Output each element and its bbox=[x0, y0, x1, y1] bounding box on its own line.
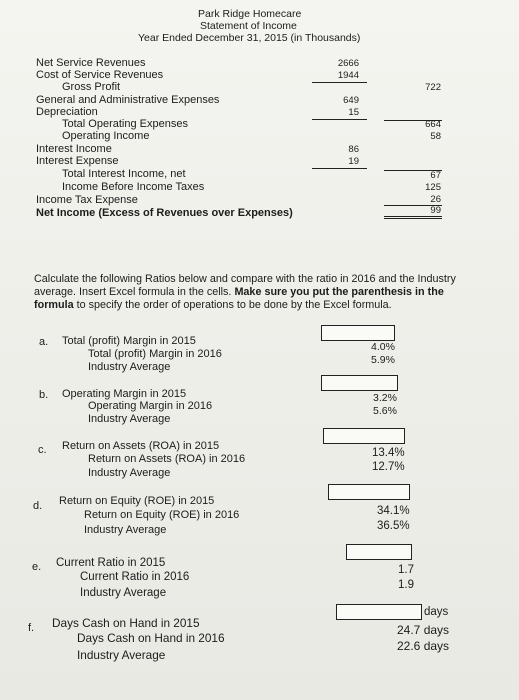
value-income-before-taxes: 125 bbox=[425, 182, 441, 193]
ratio-f-industry-label: Industry Average bbox=[77, 648, 166, 662]
ratio-f-unit: days bbox=[424, 606, 449, 618]
label-net-income: Net Income (Excess of Revenues over Expenses) bbox=[36, 207, 293, 219]
ratio-b-value-2016: 3.2% bbox=[373, 392, 397, 404]
value-income-tax-expense: 26 bbox=[430, 194, 441, 205]
ratio-b-letter: b. bbox=[39, 389, 49, 401]
rule-net-income-double-2 bbox=[384, 218, 442, 219]
label-depreciation: Depreciation bbox=[36, 106, 98, 118]
ratio-f-industry-value: 22.6 days bbox=[397, 639, 450, 653]
label-total-operating-expenses: Total Operating Expenses bbox=[62, 118, 188, 130]
ratio-e-letter: e. bbox=[32, 561, 42, 573]
value-total-interest-income: 67 bbox=[430, 170, 441, 181]
label-income-before-taxes: Income Before Income Taxes bbox=[62, 181, 205, 193]
instructions-line-2 bbox=[34, 286, 444, 299]
ratio-c-letter: c. bbox=[38, 444, 47, 456]
ratio-c-label-2015: Return on Assets (ROA) in 2015 bbox=[62, 440, 220, 452]
ratio-d-letter: d. bbox=[33, 500, 43, 512]
label-income-tax-expense: Income Tax Expense bbox=[36, 194, 138, 206]
value-cost-of-service-revenues: 1944 bbox=[337, 70, 359, 81]
ratio-d-label-2016: Return on Equity (ROE) in 2016 bbox=[84, 509, 240, 521]
label-cost-of-service-revenues: Cost of Service Revenues bbox=[36, 69, 164, 81]
ratio-b-industry-value: 5.6% bbox=[373, 405, 397, 417]
instructions-line-2-bold: Make sure you put the parenthesis in the bbox=[234, 286, 444, 298]
ratio-a-label-2015: Total (profit) Margin in 2015 bbox=[62, 335, 196, 347]
value-operating-income: 58 bbox=[430, 131, 441, 142]
instructions-line-2-text: average. Insert Excel formula in the cells. bbox=[34, 286, 232, 298]
statement-period: Year Ended December 31, 2015 (in Thousands) bbox=[138, 32, 361, 44]
value-ga-expenses: 649 bbox=[343, 95, 359, 106]
ratio-b-industry-label: Industry Average bbox=[88, 413, 171, 425]
label-operating-income: Operating Income bbox=[62, 130, 150, 142]
label-gross-profit: Gross Profit bbox=[62, 81, 121, 93]
ratio-d-label-2015: Return on Equity (ROE) in 2015 bbox=[59, 495, 215, 507]
ratio-d-formula-cell[interactable] bbox=[328, 484, 410, 500]
value-interest-income: 86 bbox=[348, 144, 359, 155]
ratio-b-label-2015: Operating Margin in 2015 bbox=[62, 388, 187, 400]
rule-depreciation bbox=[312, 119, 367, 120]
value-net-service-revenues: 2666 bbox=[337, 58, 359, 69]
company-name: Park Ridge Homecare bbox=[198, 8, 302, 20]
ratio-a-letter: a. bbox=[39, 336, 49, 348]
label-interest-expense: Interest Expense bbox=[36, 155, 119, 167]
ratio-f-label-2015: Days Cash on Hand in 2015 bbox=[52, 616, 200, 630]
statement-title: Statement of Income bbox=[200, 20, 297, 32]
instructions-line-3-text: to specify the order of operations to be done by the Excel formula. bbox=[76, 299, 392, 311]
ratio-a-industry-value: 5.9% bbox=[371, 354, 395, 366]
ratio-c-industry-value: 12.7% bbox=[372, 461, 405, 473]
label-interest-income: Interest Income bbox=[36, 143, 112, 155]
instructions-line-3 bbox=[34, 299, 392, 312]
ratio-a-formula-cell[interactable] bbox=[321, 325, 395, 341]
ratio-e-formula-cell[interactable] bbox=[346, 544, 412, 560]
instructions-line-3-bold: formula bbox=[34, 299, 74, 311]
ratio-f-formula-cell[interactable] bbox=[336, 604, 422, 620]
rule-interest-expense bbox=[312, 168, 367, 169]
label-ga-expenses: General and Administrative Expenses bbox=[36, 94, 220, 106]
ratio-c-label-2016: Return on Assets (ROA) in 2016 bbox=[88, 453, 246, 465]
ratio-e-industry-value: 1.9 bbox=[398, 579, 414, 591]
ratio-c-value-2016: 13.4% bbox=[372, 447, 405, 459]
value-net-income: 99 bbox=[430, 205, 441, 216]
ratio-e-value-2016: 1.7 bbox=[398, 564, 414, 576]
ratio-f-value-2016: 24.7 days bbox=[397, 623, 450, 637]
value-total-operating-expenses: 664 bbox=[425, 119, 441, 130]
instructions-line-1: Calculate the following Ratios below and compare with the ratio in 2016 and the Industry bbox=[34, 273, 456, 285]
ratio-a-industry-label: Industry Average bbox=[88, 361, 171, 373]
ratio-e-label-2015: Current Ratio in 2015 bbox=[56, 557, 166, 569]
ratio-b-formula-cell[interactable] bbox=[321, 375, 398, 391]
value-depreciation: 15 bbox=[348, 107, 359, 118]
ratio-d-industry-value: 36.5% bbox=[377, 520, 410, 532]
label-total-interest-income: Total Interest Income, net bbox=[62, 168, 186, 180]
label-net-service-revenues: Net Service Revenues bbox=[36, 57, 146, 69]
ratio-d-industry-label: Industry Average bbox=[84, 524, 167, 536]
ratio-b-label-2016: Operating Margin in 2016 bbox=[88, 400, 213, 412]
ratio-c-formula-cell[interactable] bbox=[323, 428, 405, 444]
ratio-a-label-2016: Total (profit) Margin in 2016 bbox=[88, 348, 222, 360]
ratio-e-label-2016: Current Ratio in 2016 bbox=[80, 571, 190, 583]
rule-cost-of-service bbox=[312, 82, 367, 83]
ratio-e-industry-label: Industry Average bbox=[80, 587, 167, 599]
ratio-a-value-2016: 4.0% bbox=[371, 341, 395, 353]
ratio-f-label-2016: Days Cash on Hand in 2016 bbox=[77, 631, 225, 645]
rule-net-income-double-1 bbox=[384, 216, 442, 217]
value-gross-profit: 722 bbox=[425, 82, 441, 93]
ratio-c-industry-label: Industry Average bbox=[88, 467, 171, 479]
ratio-f-letter: f. bbox=[28, 622, 35, 634]
value-interest-expense: 19 bbox=[348, 156, 359, 167]
ratio-d-value-2016: 34.1% bbox=[377, 505, 410, 517]
